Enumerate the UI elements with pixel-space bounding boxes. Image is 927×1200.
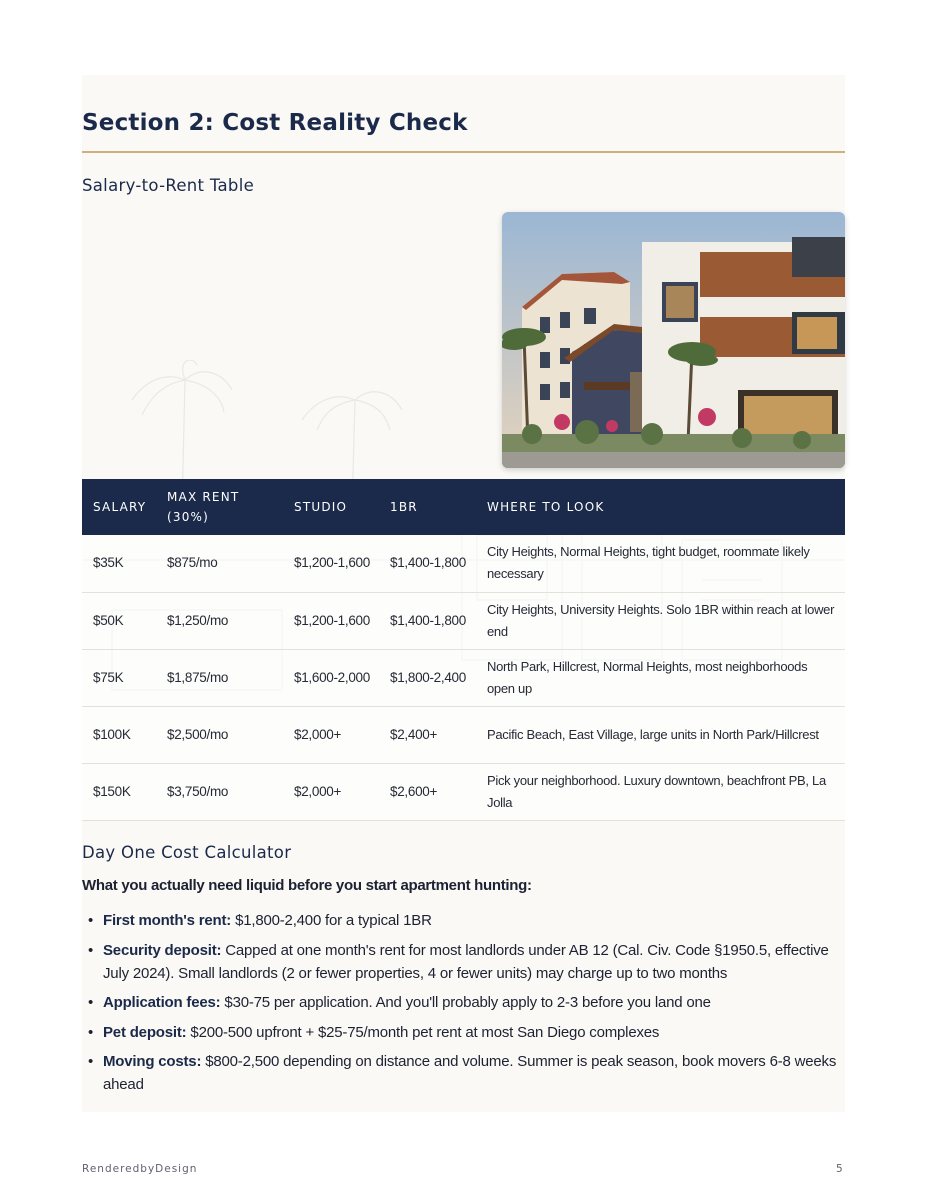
bullet-dot: • (88, 1023, 94, 1041)
header-max-rent: MAX RENT (30%) (167, 490, 240, 524)
table-row (82, 763, 845, 820)
salary-to-rent-table (82, 479, 845, 821)
item-label: First month's rent: (103, 912, 232, 929)
cell-1br: $1,800-2,400 (379, 649, 476, 706)
header-studio: STUDIO (294, 500, 348, 514)
calculator-title: Day One Cost Calculator (82, 843, 292, 862)
table-header-row (82, 479, 845, 535)
cost-list (82, 909, 845, 1103)
cell-max-rent: $875/mo (156, 535, 283, 592)
cell-1br: $1,400-1,800 (379, 592, 476, 649)
item-text: Capped at one month's rent for most landlords under AB 12 (Cal. Civ. Code §1950.5, effective July 2024). Small landlords (2 or fewer properties, 4 or fewer units) may charge up to two months (103, 941, 829, 982)
cell-where-to-look: Pick your neighborhood. Luxury downtown, beachfront PB, La Jolla (476, 763, 845, 820)
cell-studio: $2,000+ (283, 763, 379, 820)
table-row (82, 592, 845, 649)
salary-table-title: Salary-to-Rent Table (82, 176, 255, 195)
header-salary: SALARY (93, 500, 147, 514)
item-label: Moving costs: (103, 1053, 202, 1070)
apartment-building-photo (502, 212, 845, 468)
cell-max-rent: $1,250/mo (156, 592, 283, 649)
cell-salary: $75K (82, 649, 156, 706)
item-label: Pet deposit: (103, 1023, 187, 1041)
cell-salary: $100K (82, 706, 156, 763)
item-text: $800-2,500 depending on distance and volume. Summer is peak season, book movers 6-8 weeks ahead (103, 1053, 837, 1093)
cell-studio: $1,200-1,600 (283, 592, 379, 649)
list-item (82, 939, 845, 985)
cell-1br: $2,400+ (379, 706, 476, 763)
header-1br: 1BR (390, 500, 418, 514)
cell-where-to-look: Pacific Beach, East Village, large units in North Park/Hillcrest (476, 706, 845, 763)
bullet-dot: • (88, 941, 94, 959)
item-text: $200-500 upfront + $25-75/month pet rent at most San Diego complexes (186, 1023, 660, 1041)
item-text: $30-75 per application. And you'll probably apply to 2-3 before you land one (220, 994, 711, 1011)
cell-studio: $2,000+ (283, 706, 379, 763)
item-text: $1,800-2,400 for a typical 1BR (231, 912, 432, 929)
list-item (82, 909, 845, 932)
cell-max-rent: $1,875/mo (156, 649, 283, 706)
bullet-dot: • (88, 994, 94, 1011)
cell-where-to-look: City Heights, University Heights. Solo 1BR within reach at lower end (476, 592, 845, 649)
table-row (82, 706, 845, 763)
cell-where-to-look: North Park, Hillcrest, Normal Heights, most neighborhoods open up (476, 649, 845, 706)
list-item (82, 991, 845, 1014)
cell-where-to-look: City Heights, Normal Heights, tight budget, roommate likely necessary (476, 535, 845, 592)
item-label: Security deposit: (103, 941, 222, 959)
title-divider (82, 151, 845, 153)
table-row (82, 535, 845, 592)
table-row (82, 649, 845, 706)
header-where-to-look: WHERE TO LOOK (487, 500, 605, 514)
item-label: Application fees: (103, 994, 221, 1011)
bullet-dot: • (88, 1053, 94, 1070)
footer-brand: RenderedbyDesign (82, 1163, 198, 1175)
cell-1br: $2,600+ (379, 763, 476, 820)
cell-salary: $50K (82, 592, 156, 649)
cell-studio: $1,200-1,600 (283, 535, 379, 592)
page-number: 5 (836, 1163, 843, 1175)
bullet-dot: • (88, 912, 94, 929)
section-title: Section 2: Cost Reality Check (82, 110, 468, 136)
cell-studio: $1,600-2,000 (283, 649, 379, 706)
cell-max-rent: $2,500/mo (156, 706, 283, 763)
cell-salary: $150K (82, 763, 156, 820)
list-item (82, 1021, 845, 1044)
list-item (82, 1050, 845, 1096)
cell-salary: $35K (82, 535, 156, 592)
calculator-intro: What you actually need liquid before you start apartment hunting: (82, 877, 532, 894)
cell-1br: $1,400-1,800 (379, 535, 476, 592)
cell-max-rent: $3,750/mo (156, 763, 283, 820)
